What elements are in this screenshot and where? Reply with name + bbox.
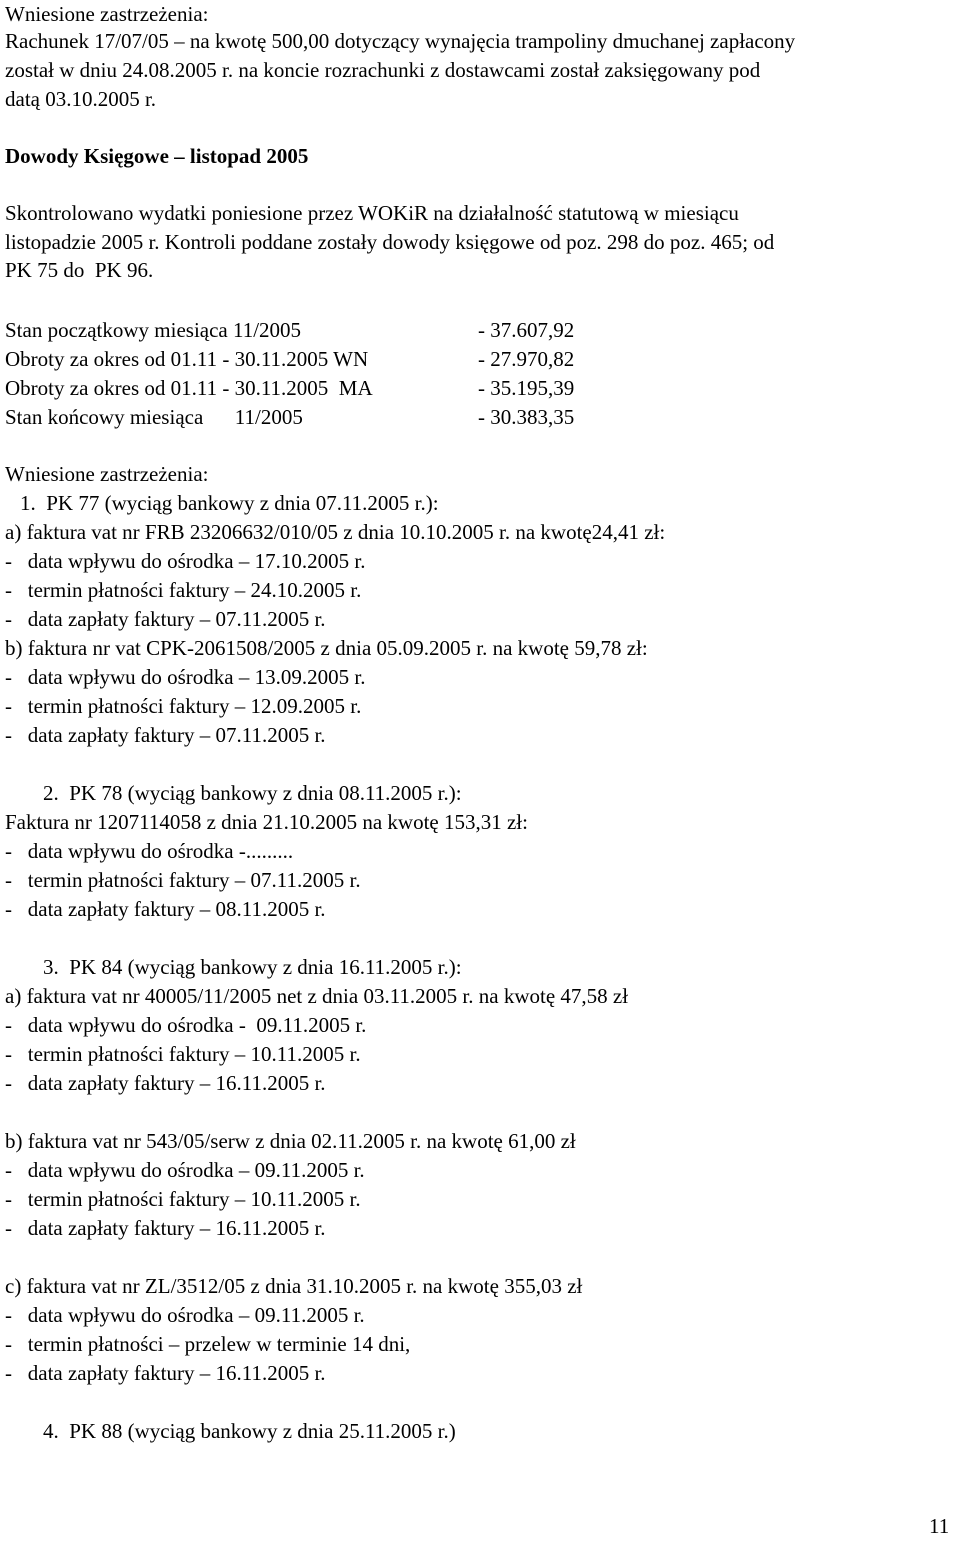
item-title: 1. PK 77 (wyciąg bankowy z dnia 07.11.2005 r.): <box>20 491 439 515</box>
item-line: b) faktura vat nr 543/05/serw z dnia 02.11.2005 r. na kwotę 61,00 zł <box>5 1129 576 1153</box>
intro-heading: Wniesione zastrzeżenia: <box>5 2 209 26</box>
page-number: 11 <box>929 1514 950 1538</box>
balance-value: - 30.383,35 <box>478 405 575 429</box>
item-title: 3. PK 84 (wyciąg bankowy z dnia 16.11.2005 r.): <box>43 955 462 979</box>
item-line: - data wpływu do ośrodka – 17.10.2005 r. <box>5 549 366 573</box>
balance-value: - 35.195,39 <box>478 376 575 400</box>
item-line: - termin płatności faktury – 10.11.2005 r. <box>5 1187 361 1211</box>
item-line: - data wpływu do ośrodka – 13.09.2005 r. <box>5 665 366 689</box>
item-line: - data zapłaty faktury – 08.11.2005 r. <box>5 897 326 921</box>
item-title: 2. PK 78 (wyciąg bankowy z dnia 08.11.2005 r.): <box>43 781 462 805</box>
item-line: - data wpływu do ośrodka – 09.11.2005 r. <box>5 1158 365 1182</box>
item-line: - termin płatności faktury – 07.11.2005 r. <box>5 868 361 892</box>
item-line: - data zapłaty faktury – 16.11.2005 r. <box>5 1216 326 1240</box>
balance-label: Obroty za okres od 01.11 - 30.11.2005 MA <box>5 376 373 400</box>
intro-line: został w dniu 24.08.2005 r. na koncie rozrachunki z dostawcami został zaksięgowany pod <box>5 58 761 82</box>
item-line: - termin płatności faktury – 10.11.2005 r. <box>5 1042 361 1066</box>
item-line: - data wpływu do ośrodka – 09.11.2005 r. <box>5 1303 365 1327</box>
item-line: Faktura nr 1207114058 z dnia 21.10.2005 na kwotę 153,31 zł: <box>5 810 528 834</box>
section-paragraph-line: listopadzie 2005 r. Kontroli poddane zostały dowody księgowe od poz. 298 do poz. 465; od <box>5 230 775 254</box>
balance-label: Stan początkowy miesiąca 11/2005 <box>5 318 302 342</box>
item-line: - data zapłaty faktury – 16.11.2005 r. <box>5 1071 326 1095</box>
item-line: - termin płatności faktury – 24.10.2005 r. <box>5 578 362 602</box>
intro-line: Rachunek 17/07/05 – na kwotę 500,00 dotyczący wynajęcia trampoliny dmuchanej zapłacony <box>5 29 796 53</box>
item-line: - data wpływu do ośrodka -......... <box>5 839 294 863</box>
item-line: a) faktura vat nr FRB 23206632/010/05 z dnia 10.10.2005 r. na kwotę24,41 zł: <box>5 520 666 544</box>
objections-heading: Wniesione zastrzeżenia: <box>5 462 209 486</box>
balance-label: Stan końcowy miesiąca 11/2005 <box>5 405 303 429</box>
balance-value: - 37.607,92 <box>478 318 575 342</box>
balance-label: Obroty za okres od 01.11 - 30.11.2005 WN <box>5 347 369 371</box>
balance-value: - 27.970,82 <box>478 347 575 371</box>
item-line: - data wpływu do ośrodka - 09.11.2005 r. <box>5 1013 367 1037</box>
item-line: - data zapłaty faktury – 07.11.2005 r. <box>5 723 326 747</box>
section-title: Dowody Księgowe – listopad 2005 <box>5 144 309 168</box>
item-line: - data zapłaty faktury – 07.11.2005 r. <box>5 607 326 631</box>
section-paragraph-line: PK 75 do PK 96. <box>5 258 154 282</box>
item-line: - termin płatności – przelew w terminie 14 dni, <box>5 1332 411 1356</box>
item-line: a) faktura vat nr 40005/11/2005 net z dnia 03.11.2005 r. na kwotę 47,58 zł <box>5 984 629 1008</box>
item-line: - data zapłaty faktury – 16.11.2005 r. <box>5 1361 326 1385</box>
item-title: 4. PK 88 (wyciąg bankowy z dnia 25.11.2005 r.) <box>43 1419 456 1443</box>
section-paragraph-line: Skontrolowano wydatki poniesione przez WOKiR na działalność statutową w miesiącu <box>5 201 739 225</box>
item-line: b) faktura nr vat CPK-2061508/2005 z dnia 05.09.2005 r. na kwotę 59,78 zł: <box>5 636 648 660</box>
item-line: c) faktura vat nr ZL/3512/05 z dnia 31.10.2005 r. na kwotę 355,03 zł <box>5 1274 583 1298</box>
item-line: - termin płatności faktury – 12.09.2005 r. <box>5 694 362 718</box>
intro-line: datą 03.10.2005 r. <box>5 87 157 111</box>
